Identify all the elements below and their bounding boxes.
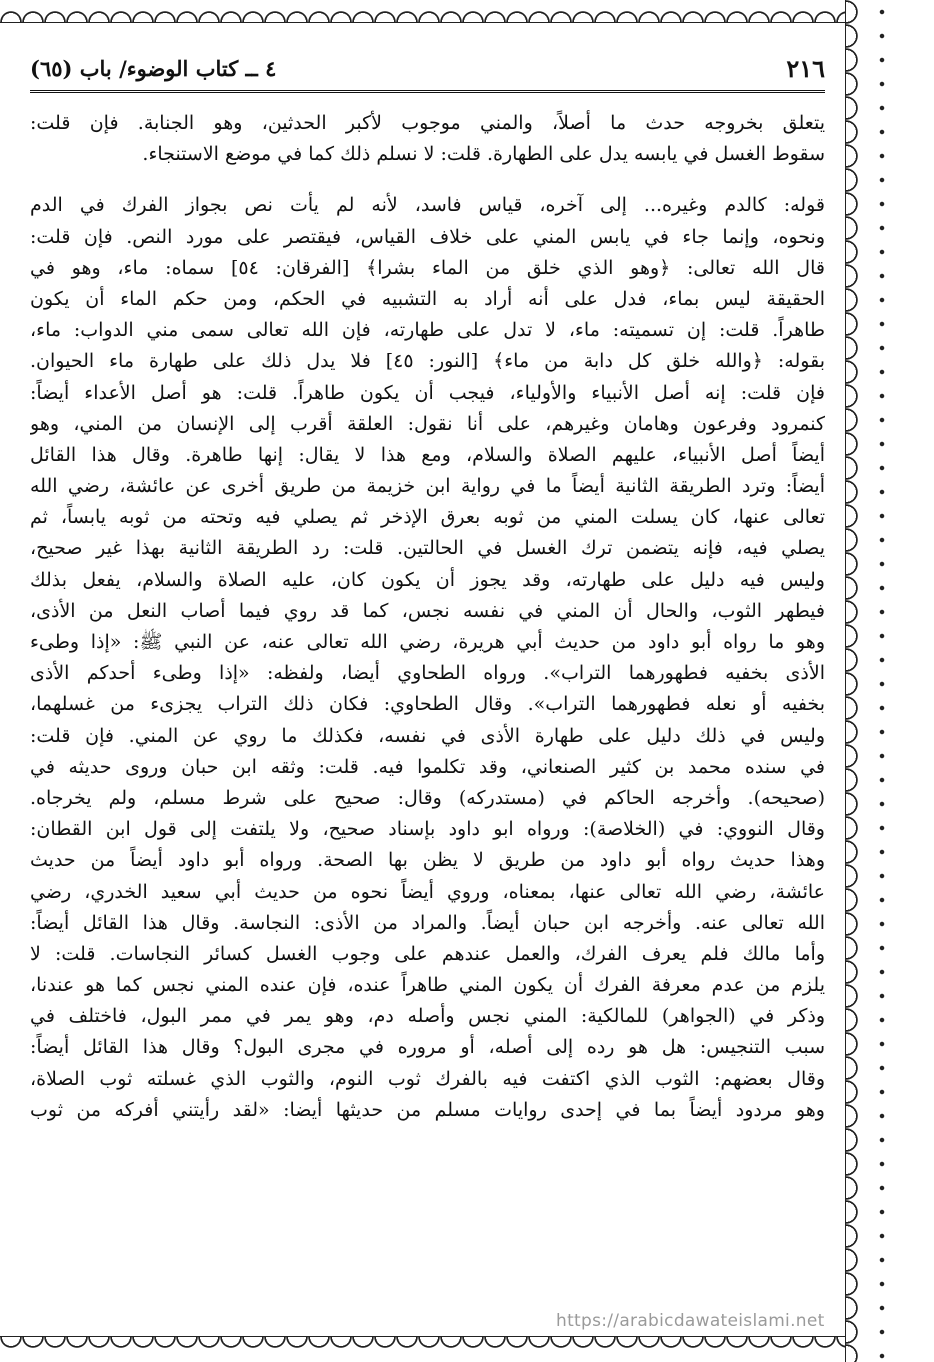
text-line: فيطهر الثوب، والحال أن المني في نفسه نجس، كما قد روي فيما أصاب النعل من الأذى، <box>30 599 825 622</box>
text-line: وقال النووي: في (الخلاصة): ورواه ابو داود بإسناد صحيح، ولا يلتفت إلى قول ابن القطان: <box>30 818 825 841</box>
text-line: وليس فيه دليل على طهارته، وقد يجوز أن يكون كان، عليه الصلاة والسلام، يفعل بذلك <box>30 568 825 591</box>
text-line: أيضاً: وترد الطريقة الثانية أيضاً ما في رواية ابن خزيمة من طريق أخرى عن عائشة، رضي الله <box>30 475 825 498</box>
text-line: الحقيقة ليس بماء، فدل على أنه أراد به التشبيه في الحكم، ومن حكم الماء أن يكون <box>30 287 825 310</box>
text-line: بخفيه أو نعله فطهورهما التراب». وقال الطحاوي: فكان ذلك التراب يجزىء من غسلهما، <box>30 693 825 716</box>
text-line: عائشة، رضي الله تعالى عنها، بمعناه، وروي أيضاً نحوه من حديث أبي سعيد الخدري، رضي <box>30 880 825 903</box>
text-line: يصلي فيه، فإنه يتضمن ترك الغسل في الحالتين. قلت: رد الطريقة الثانية بهذا غير صحيح، <box>30 537 825 560</box>
text-line: ونحوه، وإنما جاء في يابس المني على خلاف القياس، فيقتصر على مورد النص. فإن قلت: <box>30 225 825 248</box>
text-line: سبب التنجيس: هل هو رده إلى أصله، أو مروره في مجرى البول؟ وقال هذا القائل أيضاً: <box>30 1036 825 1059</box>
text-line: وأما مالك فلم يعرف الفرك، والعمل عندهم على وجوب الغسل كسائر النجاسات. قلت: لا <box>30 942 825 965</box>
text-line: وهو مردود أيضاً بما في إحدى روايات مسلم من حديثها أيضا: «لقد رأيتني أفركه من ثوب <box>30 1098 825 1121</box>
text-line: قوله: كالدم وغيره... إلى آخره، قياس فاسد، لأنه لم يأت نص بجواز الفرك في الدم <box>30 194 825 217</box>
text-line: وذكر في (الجواهر) للمالكية: المني نجس وأصله دم، وهو يمر في ممر البول، فاختلف في <box>30 1005 825 1028</box>
text-line: (صحيحه). وأخرجه الحاكم في (مستدركه) وقال: صحيح على شرط مسلم، ولم يخرجاه. <box>30 786 825 809</box>
text-line: طاهراً. قلت: إن تسميته: ماء، لا تدل على طهارته، فإن الله تعالى سمى مني الدواب: ماء، <box>30 319 825 342</box>
text-line: سقوط الغسل في يابسه يدل على الطهارة. قلت: لا نسلم ذلك كما في موضع الاستنجاء. <box>142 143 825 166</box>
chapter-title: ٤ ــ كتاب الوضوء/ باب (٦٥) <box>30 56 277 81</box>
paragraph-2 <box>30 190 825 1313</box>
paragraph-1 <box>30 108 825 170</box>
text-line: يلزم من عدم معرفة الفرك أن يكون المني طاهراً عنده، فإن عنده المني نجس كما هو عندنا، <box>30 974 825 997</box>
text-line: وليس في ذلك دليل على طهارة الأذى في نفسه، فكذلك ما روي عن المني. فإن قلت: <box>30 724 825 747</box>
text-line: الأذى بخفيه فطهورهما التراب». ورواه الطحاوي أيضا، ولفظه: «إذا وطىء أحدكم الأذى <box>30 662 825 685</box>
page-body <box>30 108 825 1313</box>
text-line <box>30 1282 825 1313</box>
text-line: قال الله تعالى: ﴿وهو الذي خلق من الماء بشرا﴾ [الفرقان: ٥٤] سماه: ماء، وهو في <box>30 256 825 279</box>
text-line: وهو ما رواه أبو داود من حديث أبي هريرة، رضي الله تعالى عنه، عن النبي ﷺ: «إذا وطىء <box>30 631 825 653</box>
ornamental-border-right <box>845 0 872 1362</box>
text-line: فإن قلت: إنه أصل الأنبياء والأولياء، فيجب أن يكون طاهراً. قلت: هو أصل الأعداء أيضاً: <box>30 381 825 404</box>
text-line <box>30 1188 825 1219</box>
watermark-url: https://arabicdawateislami.net <box>556 1311 825 1331</box>
text-line: بقوله: ﴿والله خلق كل دابة من ماء﴾ [النور: ٤٥] فلا يدل ذلك على طهارة ماء الحيوان. <box>30 350 825 373</box>
ornamental-border-right-dots <box>873 0 891 1362</box>
text-line: أيضاً أصل الأنبياء، عليهم الصلاة والسلام، ومع هذا لا يقال: إنها طاهرة. وقال هذا القائل <box>30 443 825 466</box>
text-line <box>30 1157 825 1188</box>
page-header <box>30 52 825 93</box>
page-number: ٢١٦ <box>786 54 825 83</box>
text-line: وقال بعضهم: الثوب الذي اكتفت فيه بالفرك ثوب النوم، والثوب الذي غسلته ثوب الصلاة، <box>30 1067 825 1090</box>
text-line: يتعلق بخروجه حدث ما أصلاً، والمني موجوب لأكبر الحدثين، وهو الجنابة. فإن قلت: <box>30 112 825 134</box>
ornamental-border-bottom <box>0 1336 845 1359</box>
text-line <box>30 1220 825 1251</box>
text-line: تعالى عنها، كان يسلت المني من ثوبه بعرق الإذخر ثم يصلي فيه وتحته من ثوبه يابساً، ثم <box>30 506 825 529</box>
text-line <box>30 1251 825 1282</box>
text-line: كنمرود وفرعون وهامان وغيرهم، على أنا نقول: العلقة أقرب إلى الإنسان من المني، وهو <box>30 412 825 435</box>
text-line: الله تعالى عنه. وأخرجه ابن حبان أيضاً. والمراد من الأذى: النجاسة. وقال هذا القائل أيضاً: <box>30 911 825 934</box>
text-line <box>30 1126 825 1157</box>
text-line: في سنده محمد بن كثير الصنعاني، وقد تكلموا فيه. قلت: وثقه ابن حبان وروى حديثه في <box>30 755 825 778</box>
text-line: وهذا حديث رواه أبو داود من طريق لا يظن بها الصحة. ورواه أبو داود أيضاً من حديث <box>30 849 825 872</box>
ornamental-border-top <box>0 0 845 23</box>
